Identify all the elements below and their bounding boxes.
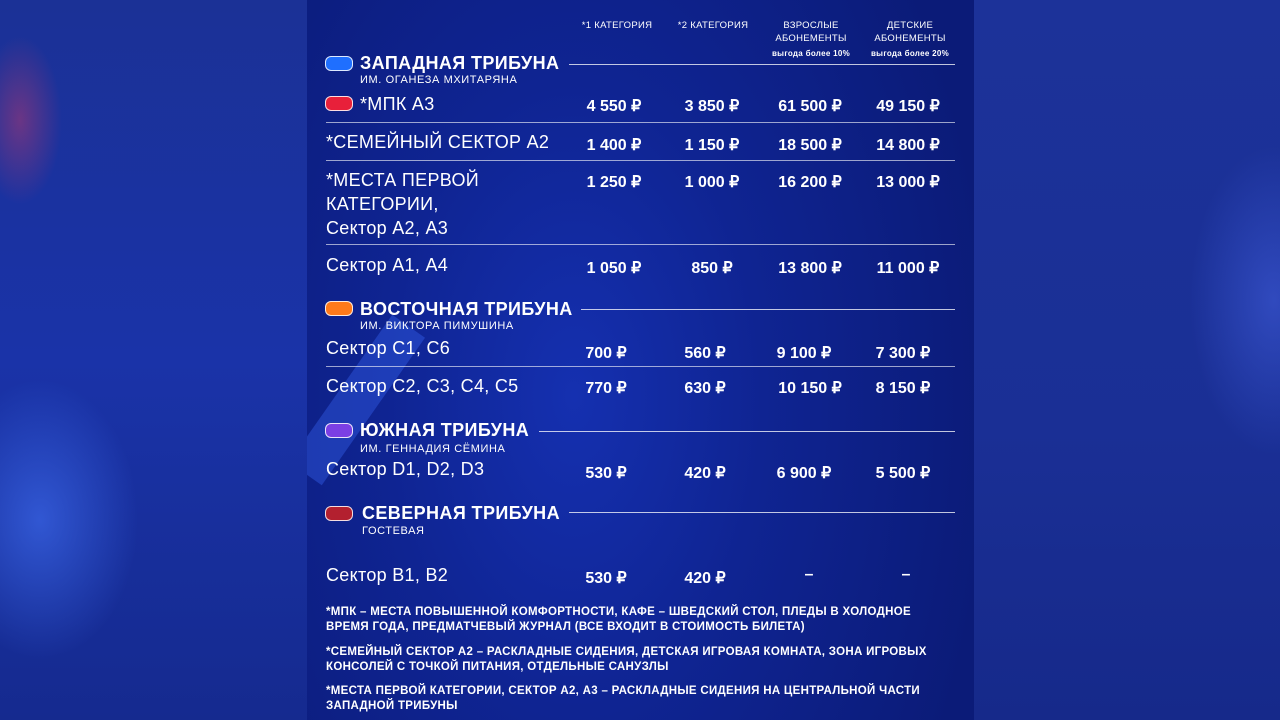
row-separator bbox=[326, 122, 955, 123]
north-stand-color-marker bbox=[325, 506, 353, 521]
price-cell: – bbox=[804, 566, 814, 583]
price-cell: 3 850 ₽ bbox=[684, 98, 740, 115]
row-label-sector-c2-c5: Сектор С2, С3, С4, С5 bbox=[326, 376, 519, 396]
south-stand-color-marker bbox=[325, 423, 353, 438]
price-cell: 1 250 ₽ bbox=[586, 174, 642, 191]
south-stand-divider bbox=[539, 431, 955, 432]
price-cell: 14 800 ₽ bbox=[876, 137, 940, 154]
row-separator bbox=[326, 244, 955, 245]
price-cell: 560 ₽ bbox=[684, 345, 726, 362]
row-label-sector-c1-c6: Сектор С1, С6 bbox=[326, 338, 451, 358]
price-cell: 850 ₽ bbox=[691, 260, 733, 277]
column-header-label: *2 КАТЕГОРИЯ bbox=[677, 20, 749, 31]
price-cell: 8 150 ₽ bbox=[875, 380, 931, 397]
price-cell: 10 150 ₽ bbox=[778, 380, 842, 397]
east-stand-title: ВОСТОЧНАЯ ТРИБУНА bbox=[360, 299, 573, 319]
west-stand-divider bbox=[569, 64, 955, 65]
price-cell: 1 000 ₽ bbox=[684, 174, 740, 191]
footnote-mpk: *МПК – МЕСТА ПОВЫШЕННОЙ КОМФОРТНОСТИ, КАФЕ – ШВЕДСКИЙ СТОЛ, ПЛЕДЫ В ХОЛОДНОЕ ВРЕМЯ ГОДА, ПРЕДМАТЧЕВЫЙ ЖУРНАЛ (ВСЕ ВХОДИТ В СТОИМОСТЬ БИЛЕТА) bbox=[326, 606, 911, 633]
row-label-sector-b1-b2: Сектор В1, В2 bbox=[326, 565, 449, 585]
price-cell: 530 ₽ bbox=[585, 570, 627, 587]
price-cell: 18 500 ₽ bbox=[778, 137, 842, 154]
price-cell: 4 550 ₽ bbox=[586, 98, 642, 115]
column-header-label: ДЕТСКИЕ АБОНЕМЕНТЫ bbox=[874, 20, 946, 44]
row-separator bbox=[326, 366, 955, 367]
background-right-blur bbox=[974, 0, 1280, 720]
price-cell: – bbox=[901, 566, 911, 583]
north-stand-title: СЕВЕРНАЯ ТРИБУНА bbox=[362, 503, 560, 523]
row-label-sector-a1-a4: Сектор А1, А4 bbox=[326, 255, 449, 275]
price-cell: 7 300 ₽ bbox=[875, 345, 931, 362]
row-label-mpk-a3: *МПК А3 bbox=[360, 94, 435, 114]
column-header-child-season bbox=[850, 8, 970, 72]
price-cell: 700 ₽ bbox=[585, 345, 627, 362]
price-cell: 770 ₽ bbox=[585, 380, 627, 397]
price-cell: 6 900 ₽ bbox=[776, 465, 832, 482]
south-stand-subtitle: ИМ. ГЕННАДИЯ СЁМИНА bbox=[360, 443, 506, 455]
price-cell: 530 ₽ bbox=[585, 465, 627, 482]
column-header-label: ВЗРОСЛЫЕ АБОНЕМЕНТЫ bbox=[775, 20, 847, 44]
north-stand-subtitle: ГОСТЕВАЯ bbox=[362, 525, 425, 537]
price-cell: 49 150 ₽ bbox=[876, 98, 940, 115]
west-stand-title: ЗАПАДНАЯ ТРИБУНА bbox=[360, 53, 560, 73]
price-cell: 420 ₽ bbox=[684, 570, 726, 587]
price-cell: 11 000 ₽ bbox=[876, 260, 940, 277]
price-cell: 1 050 ₽ bbox=[586, 260, 642, 277]
column-header-discount: выгода более 20% bbox=[870, 49, 950, 59]
south-stand-title: ЮЖНАЯ ТРИБУНА bbox=[360, 420, 530, 440]
north-stand-divider bbox=[569, 512, 955, 513]
mpk-color-marker bbox=[325, 96, 353, 111]
price-cell: 5 500 ₽ bbox=[875, 465, 931, 482]
price-cell: 13 800 ₽ bbox=[778, 260, 842, 277]
price-cell: 630 ₽ bbox=[684, 380, 726, 397]
east-stand-divider bbox=[581, 309, 955, 310]
row-separator bbox=[326, 160, 955, 161]
west-stand-subtitle: ИМ. ОГАНЕЗА МХИТАРЯНА bbox=[360, 74, 518, 86]
price-cell: 9 100 ₽ bbox=[776, 345, 832, 362]
east-stand-color-marker bbox=[325, 301, 353, 316]
column-header-label: *1 КАТЕГОРИЯ bbox=[581, 20, 653, 31]
row-label-first-category: *МЕСТА ПЕРВОЙ КАТЕГОРИИ, Сектор А2, А3 bbox=[326, 170, 480, 238]
price-cell: 420 ₽ bbox=[684, 465, 726, 482]
price-cell: 61 500 ₽ bbox=[778, 98, 842, 115]
east-stand-subtitle: ИМ. ВИКТОРА ПИМУШИНА bbox=[360, 320, 514, 332]
column-header-discount: выгода более 10% bbox=[771, 49, 851, 59]
row-label-family-sector: *СЕМЕЙНЫЙ СЕКТОР А2 bbox=[326, 132, 550, 152]
price-cell: 1 150 ₽ bbox=[684, 137, 740, 154]
west-stand-color-marker bbox=[325, 56, 353, 71]
price-cell: 13 000 ₽ bbox=[876, 174, 940, 191]
price-cell: 16 200 ₽ bbox=[778, 174, 842, 191]
row-label-sector-d1-d3: Сектор D1, D2, D3 bbox=[326, 459, 485, 479]
price-cell: 1 400 ₽ bbox=[586, 137, 642, 154]
background-left-blur bbox=[0, 0, 307, 720]
price-table-panel bbox=[307, 0, 974, 720]
footnote-first-category: *МЕСТА ПЕРВОЙ КАТЕГОРИИ, СЕКТОР А2, А3 – РАСКЛАДНЫЕ СИДЕНИЯ НА ЦЕНТРАЛЬНОЙ ЧАСТИ ЗАПАДНОЙ ТРИБУНЫ bbox=[326, 685, 920, 712]
footnote-family-sector: *СЕМЕЙНЫЙ СЕКТОР А2 – РАСКЛАДНЫЕ СИДЕНИЯ, ДЕТСКАЯ ИГРОВАЯ КОМНАТА, ЗОНА ИГРОВЫХ КОНСОЛЕЙ С ТОЧКОЙ ПИТАНИЯ, ОТДЕЛЬНЫЕ САНУЗЛЫ bbox=[326, 646, 927, 673]
